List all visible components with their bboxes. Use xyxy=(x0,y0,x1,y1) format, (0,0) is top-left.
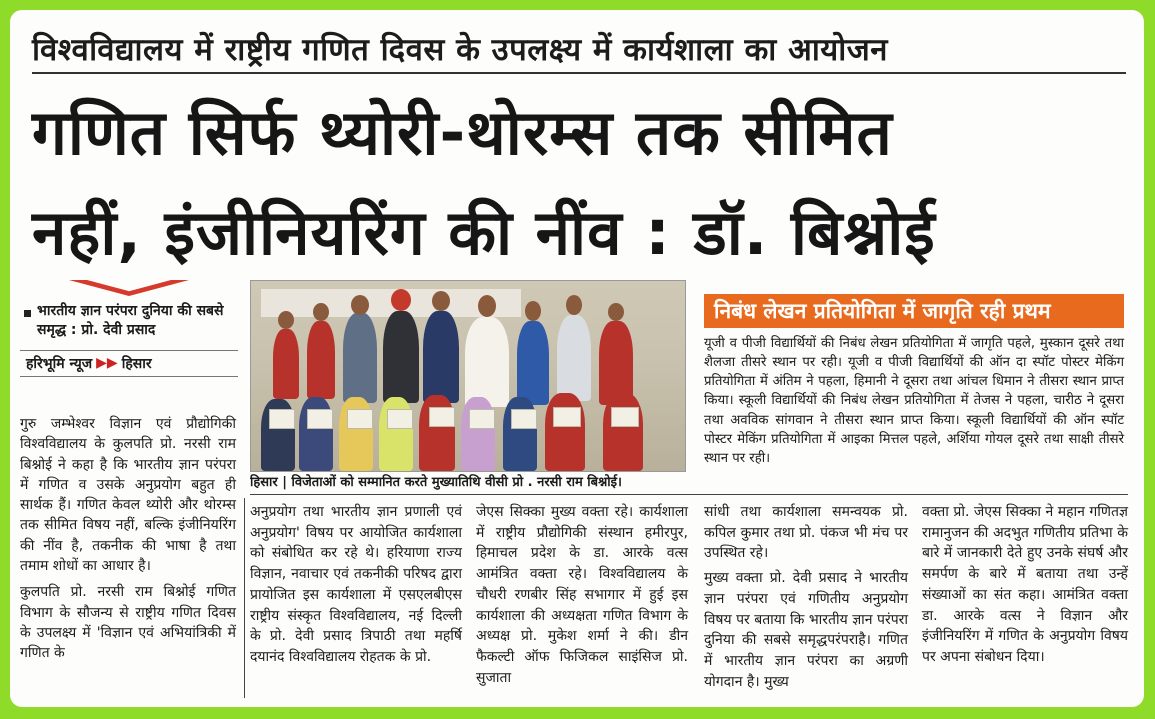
section-divider xyxy=(250,494,1128,495)
column-divider xyxy=(244,498,245,698)
lead-paragraph-2: कुलपति प्रो. नरसी राम बिश्नोई गणित विभाग के सौजन्य से राष्ट्रीय गणित दिवस के उपलक्ष्य में 'विज्ञान एवं अभियांत्रिकी में गणित के xyxy=(20,584,236,662)
subhead xyxy=(20,302,238,340)
column-3-paragraph-1: सांधी तथा कार्यशाला समन्वयक प्रो. कपिल कुमार तथा प्रो. पंकज भी मंच पर उपस्थित रहे। xyxy=(704,504,908,562)
photo-head xyxy=(391,289,411,311)
photo-person xyxy=(545,393,585,471)
lead-paragraph-1: गुरु जम्भेश्वर विज्ञान एवं प्रौद्योगिकी विश्वविद्यालय के कुलपति प्रो. नरसी राम बिश्नोई ने कहा है कि भारतीय ज्ञान परंपरा में गणित व उसके अनुप्रयोग बहुत ही सार्थक हैं। गणित केवल थ्योरी और थोरम्स तक सीमित विषय नहीं, बल्कि इंजीनियरिंग की नींव है, तकनीक की भाषा है तथा तमाम शोधों का आधार है। xyxy=(20,416,236,575)
photo-certificate xyxy=(347,409,373,429)
newspaper-clipping xyxy=(10,10,1144,707)
bullet-square-icon xyxy=(24,310,31,317)
photo-head xyxy=(351,295,369,315)
byline-source: हरिभूमि न्यूज xyxy=(26,355,93,372)
article-column-4 xyxy=(922,502,1128,672)
subhead-text: भारतीय ज्ञान परंपरा दुनिया की सबसे समृद्ध : प्रो. देवी प्रसाद xyxy=(37,303,224,338)
main-headline-line-2: नहीं, इंजीनियरिंग की नींव : डॉ. बिश्नोई xyxy=(32,196,936,269)
column-4-text: वक्ता प्रो. जेएस सिक्का ने महान गणितज्ञ रामानुजन की अदभुत गणितीय प्रतिभा के बारे में जानकारी देते हुए उनके संघर्ष और समर्पण के बारे में बताया तथा उन्हें संख्याओं का संत कहा। आमंत्रित वक्ता डा. आरके वत्स ने विज्ञान और इंजीनियरिंग में गणित के अनुप्रयोग विषय पर अपना संबोधन दिया। xyxy=(922,504,1128,666)
column-3-paragraph-2: मुख्य वक्ता प्रो. देवी प्रसाद ने भारतीय ज्ञान परंपरा एवं गणितीय अनुप्रयोग विषय पर बताया कि भारतीय ज्ञान परंपरा दुनिया की सबसे समृद्धपरंपराहै। गणित में भारतीय ज्ञान परंपरा का अग्रणी योगदान है। मुख्य xyxy=(704,570,908,690)
byline-place: हिसार xyxy=(121,355,152,372)
sidebar-box-title: निबंध लेखन प्रतियोगिता में जागृति रही प्रथम xyxy=(704,294,1124,328)
main-headline-line-1: गणित सिर्फ थ्योरी-थोरम्स तक सीमित xyxy=(32,96,893,169)
photo-person xyxy=(423,311,459,403)
photo-caption: हिसार | विजेताओं को सम्मानित करते मुख्यातिथि वीसी प्रो . नरसी राम बिश्नोई। xyxy=(250,475,622,490)
photo-head xyxy=(432,291,450,311)
kicker-headline: विश्वविद्यालय में राष्ट्रीय गणित दिवस के उपलक्ष्य में कार्यशाला का आयोजन xyxy=(32,28,1126,74)
event-photo xyxy=(250,280,686,472)
lead-column xyxy=(20,414,236,670)
byline-arrows: ▶▶ xyxy=(96,355,118,372)
photo-person xyxy=(273,329,299,399)
column-2-text: जेएस सिक्का मुख्य वक्ता रहे। कार्यशाला में राष्ट्रीय प्रौद्योगिकी संस्थान हमीरपुर, हिमाचल प्रदेश के डा. आरके वत्स आमंत्रित वक्ता रहे। विश्वविद्यालय के चौधरी रणबीर सिंह सभागार में हुई इस कार्यशाला की अध्यक्षता गणित विभाग के अध्यक्ष प्रो. मुकेश शर्मा ने की। डीन फैकल्टी ऑफ फिजिकल साइंसिज प्रो. सुजाता xyxy=(476,504,688,686)
photo-certificate xyxy=(429,407,455,427)
photo-certificate xyxy=(553,407,581,427)
subhead-box xyxy=(20,280,238,377)
article-column-2 xyxy=(476,502,688,692)
photo-certificate xyxy=(611,407,639,427)
photo-certificate xyxy=(269,409,295,429)
photo-person xyxy=(383,311,419,403)
photo-person xyxy=(307,321,335,399)
photo-head xyxy=(525,301,541,321)
byline xyxy=(20,350,238,377)
article-column-1 xyxy=(250,502,462,672)
photo-certificate xyxy=(511,409,537,429)
chevron-ornament-icon xyxy=(69,280,189,296)
photo-head xyxy=(478,295,496,317)
photo-head xyxy=(566,295,582,315)
photo-head xyxy=(278,311,294,329)
photo-person xyxy=(343,313,377,403)
photo-person xyxy=(517,321,549,405)
photo-certificate xyxy=(387,409,413,429)
column-1-text: अनुप्रयोग तथा भारतीय ज्ञान प्रणाली एवं अनुप्रयोग' विषय पर आयोजित कार्यशाला को संबोधित कर रहे थे। हरियाणा राज्य विज्ञान, नवाचार एवं तकनीकी परिषद द्वारा प्रायोजित इस कार्यशाला में एसएलबीएस राष्ट्रीय संस्कृत विश्वविद्यालय, नई दिल्ली के प्रो. देवी प्रसाद त्रिपाठी तथा महर्षि दयानंद विश्वविद्यालय रोहतक के प्रो. xyxy=(250,504,462,666)
article-column-3 xyxy=(704,502,908,696)
sidebar-box-body: यूजी व पीजी विद्यार्थियों की निबंध लेखन प्रतियोगिता में जागृति पहले, मुस्कान दूसरे तथा शैलजा तीसरे स्थान पर रही। यूजी व पीजी विद्यार्थियों की ऑन दा स्पॉट पोस्टर मेकिंग प्रतियोगिता में अंतिम ने पहला, हिमानी ने दूसरा तथा आंचल धिमान ने तीसरा स्थान प्राप्त किया। स्कूली विद्यार्थियों की निबंध लेखन प्रतियोगिता में तेजस ने पहला, चारीठ ने दूसरा तथा अवविक सांगवान ने तीसरा स्थान प्राप्त किया। स्कूली विद्यार्थियों की ऑन स्पॉट पोस्टर मेकिंग प्रतियोगिता में आइका मित्तल पहले, अर्शिया गोयल दूसरे तथा साक्षी तीसरे स्थान पर रही। xyxy=(704,336,1124,466)
photo-person xyxy=(465,317,509,407)
photo-head xyxy=(313,303,329,321)
photo-certificate xyxy=(469,409,495,429)
photo-head xyxy=(608,303,624,321)
photo-person xyxy=(603,393,643,471)
photo-person xyxy=(557,315,591,401)
photo-certificate xyxy=(307,409,333,429)
